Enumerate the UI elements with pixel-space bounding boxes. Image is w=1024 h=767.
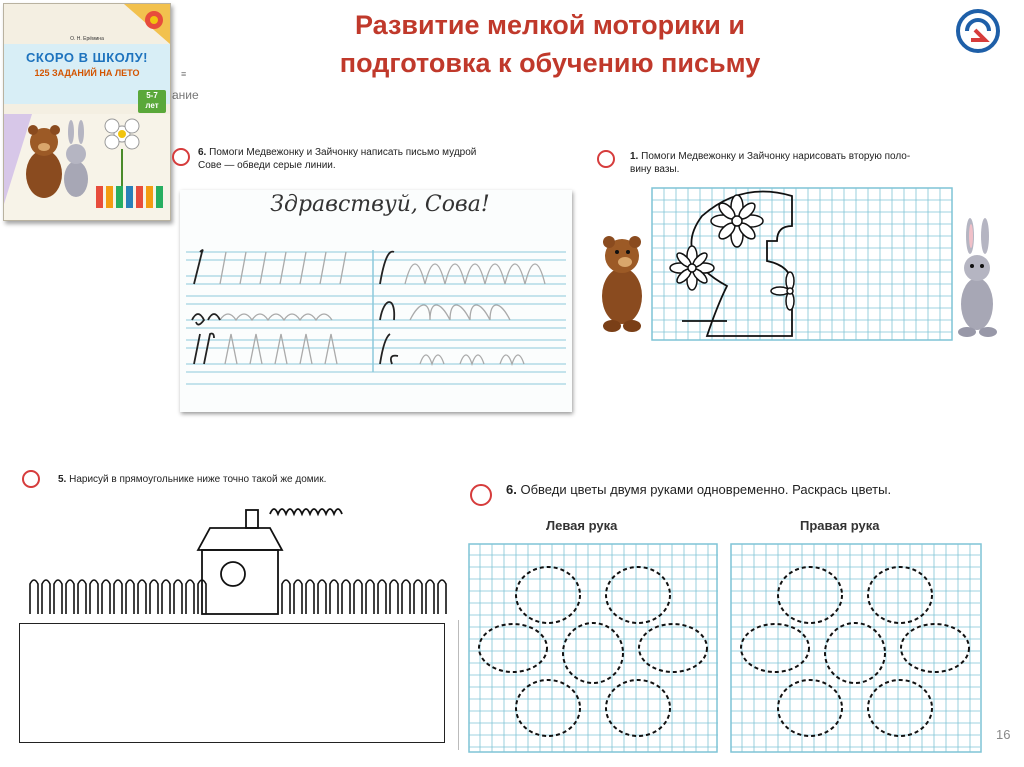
cover-age-badge — [138, 90, 166, 113]
house-drawing — [20, 492, 450, 618]
task-vase-line-2: вину вазы. — [630, 164, 680, 175]
task-letter-text — [198, 146, 568, 172]
task-vase-line-1: Помоги Медвежонку и Зайчонку нарисовать вторую поло- — [641, 151, 911, 162]
left-flower-grid — [468, 543, 718, 753]
left-hand-label: Левая рука — [546, 518, 618, 533]
vase-grid — [592, 186, 1012, 346]
task-letter-line-2: Сове — обведи серые линии. — [198, 160, 336, 171]
right-hand-label: Правая рука — [800, 518, 880, 533]
task-flowers-text — [506, 482, 1006, 498]
task-letter-number: 6. — [198, 147, 207, 158]
book-cover — [3, 3, 171, 221]
logo-icon — [953, 6, 1003, 56]
title-line-2: подготовка к обучению письму — [339, 48, 761, 78]
divider — [458, 620, 459, 750]
task-house-line: Нарисуй в прямоугольнике ниже точно такой же домик. — [69, 474, 327, 485]
drawing-rectangle[interactable] — [19, 623, 445, 743]
right-flower-grid — [730, 543, 982, 753]
pencil-icon — [22, 470, 40, 488]
cover-author: О. Н. Ерёмина — [70, 36, 104, 42]
side-mark: ≡ — [181, 69, 187, 79]
task-vase-text — [630, 150, 990, 176]
title-line-1: Развитие мелкой моторики и — [355, 10, 745, 40]
pencil-icon — [172, 148, 190, 166]
task-letter-line-1: Помоги Медвежонку и Зайчонку написать письмо мудрой — [209, 147, 477, 158]
task-flowers-line: Обведи цветы двумя руками одновременно. Раскрась цветы. — [520, 482, 892, 497]
cover-subtitle: 125 ЗАДАНИЙ НА ЛЕТО — [34, 68, 140, 78]
cover-age-unit: лет — [145, 101, 159, 110]
slide-title — [200, 6, 900, 82]
task-house-number: 5. — [58, 474, 67, 485]
cover-age: 5-7 — [146, 91, 158, 100]
page-number: 16 — [996, 727, 1011, 742]
task-flowers-number: 6. — [506, 482, 517, 497]
pencil-icon — [470, 484, 492, 506]
task-house-text — [58, 473, 438, 486]
side-text: ание — [172, 88, 199, 102]
letter-heading: Здравствуй, Сова! — [270, 192, 490, 217]
task-vase-number: 1. — [630, 151, 639, 162]
handwriting-lines — [180, 240, 572, 400]
pencil-icon — [597, 150, 615, 168]
cover-title: СКОРО В ШКОЛУ! — [26, 50, 148, 65]
